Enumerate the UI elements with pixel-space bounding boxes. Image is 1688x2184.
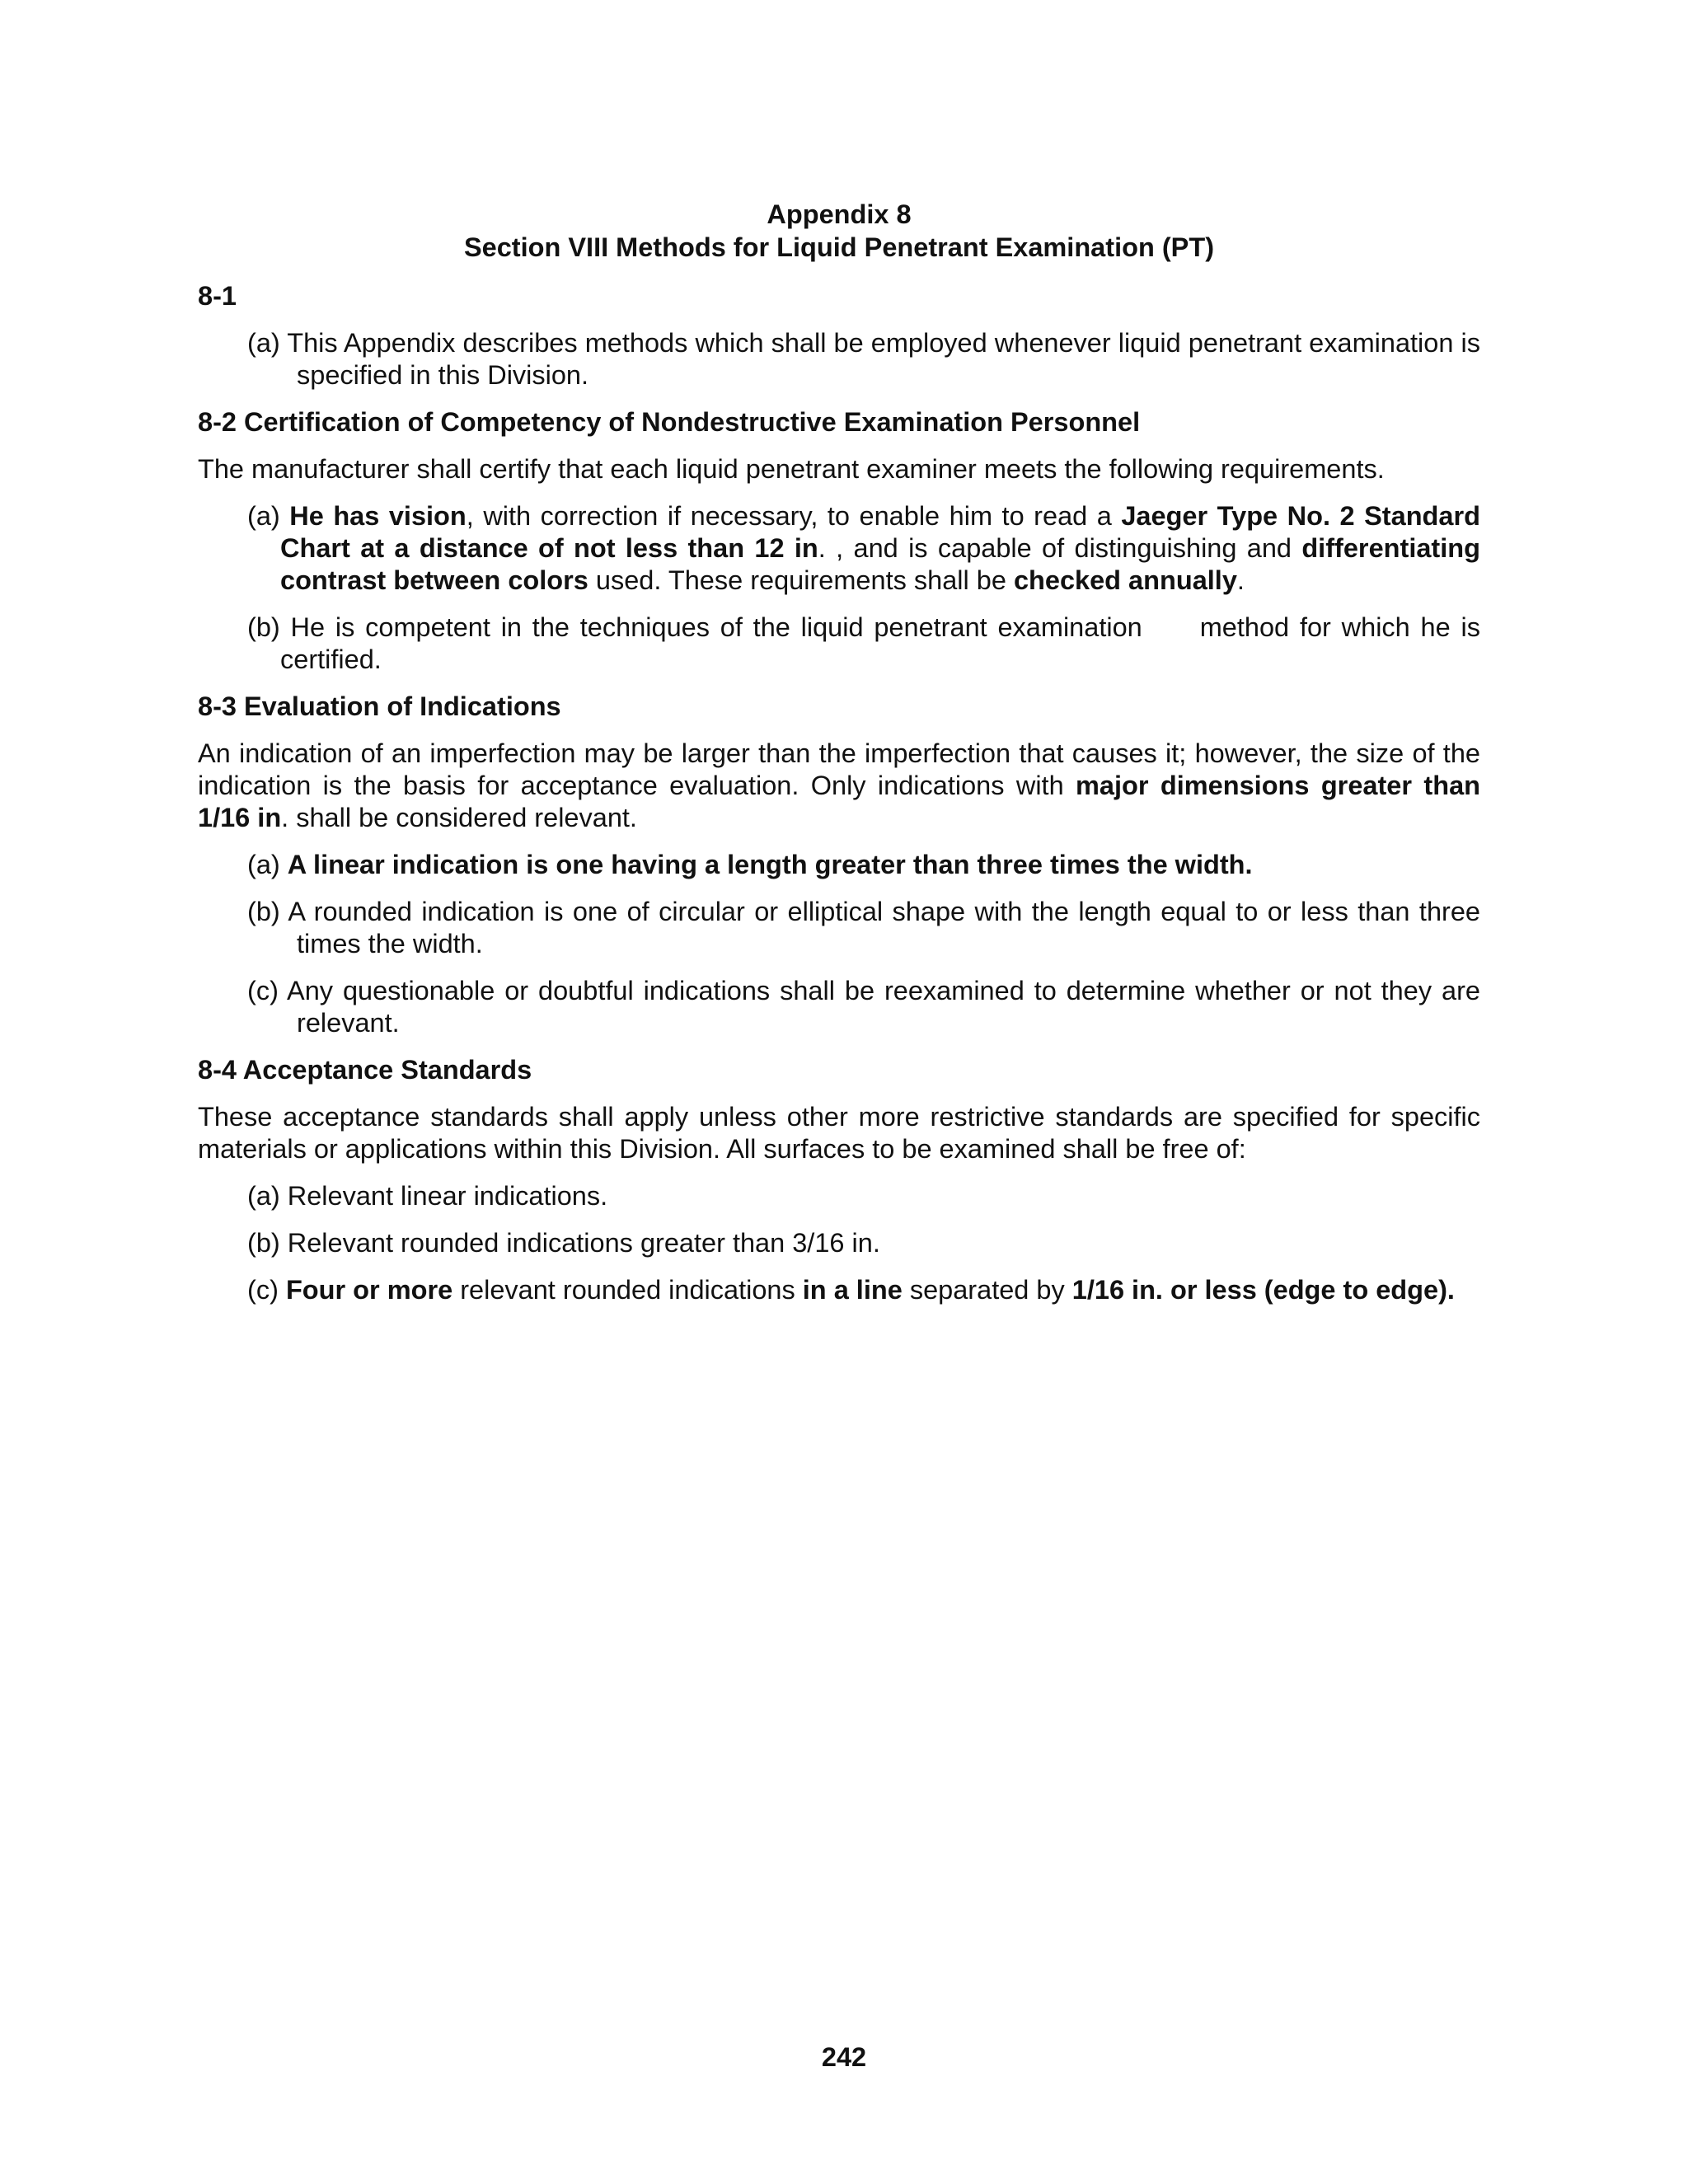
bold-text-run: major dimensions greater than 1/16 in: [198, 771, 1480, 832]
text-run: relevant rounded indications: [452, 1275, 803, 1305]
text-run: .: [1236, 565, 1245, 595]
section-title: Section VIII Methods for Liquid Penetrant Examination (PT): [463, 232, 1215, 262]
text-run: . shall be considered relevant.: [281, 803, 637, 832]
section-8-3-intro: [198, 738, 1480, 834]
text-run: (b) He is competent in the techniques of the liquid penetrant examination: [247, 612, 1142, 642]
section-8-3-item-b: (b) A rounded indication is one of circular or elliptical shape with the length equal to or less than three times the width.: [247, 897, 1480, 958]
section-8-4-item-c: [247, 1274, 1480, 1306]
section-8-2-intro: The manufacturer shall certify that each liquid penetrant examiner meets the following requirements.: [198, 454, 1385, 484]
text-run: , with correction if necessary, to enable him to read a: [466, 501, 1122, 531]
bold-text-run: in a line: [802, 1275, 903, 1305]
text-run: (a): [247, 501, 290, 531]
bold-text-run: differentiating contrast between colors: [280, 533, 1480, 595]
bold-text-run: A linear indication is one having a length greater than three times the width.: [287, 850, 1253, 879]
page-number: 242: [821, 2042, 867, 2072]
bold-text-run: Four or more: [285, 1275, 453, 1305]
section-8-1-heading: 8-1: [198, 281, 237, 311]
document-body: [198, 198, 1480, 1306]
section-8-2-item-b: [247, 612, 1480, 676]
text-run: used. These requirements shall be: [588, 565, 1014, 595]
section-8-4-intro: These acceptance standards shall apply unless other more restrictive standards are specified for specific materials or applications within this Division. All surfaces to be examined shall be free of:: [198, 1102, 1480, 1164]
text-run: separated by: [902, 1275, 1072, 1305]
section-8-4-heading: 8-4 Acceptance Standards: [198, 1055, 532, 1085]
section-8-4-item-a: (a) Relevant linear indications.: [247, 1181, 608, 1211]
section-8-2-heading: 8-2 Certification of Competency of Nondestructive Examination Personnel: [198, 407, 1141, 437]
section-8-3-heading: 8-3 Evaluation of Indications: [198, 691, 561, 721]
section-8-3-item-a: [247, 849, 1480, 881]
text-run: An indication of an imperfection may be larger than the imperfection that causes it; however, the size of the indication is the basis for acceptance evaluation. Only indications with: [198, 738, 1480, 800]
text-run: . , and is capable of distinguishing and: [818, 533, 1302, 563]
bold-text-run: Jaeger Type No. 2 Standard Chart at a distance of not less than 12 in: [280, 501, 1480, 563]
section-8-4-item-b: (b) Relevant rounded indications greater than 3/16 in.: [247, 1228, 880, 1258]
text-run: (c): [247, 1275, 286, 1305]
bold-text-run: checked annually: [1013, 565, 1237, 595]
section-8-2-item-a: [247, 500, 1480, 597]
bold-text-run: 1/16 in. or less (edge to edge).: [1071, 1275, 1455, 1305]
section-8-1-item-a: (a) This Appendix describes methods which shall be employed whenever liquid penetrant examination is specified in this Division.: [247, 328, 1480, 390]
bold-text-run: He has vision: [289, 501, 467, 531]
appendix-title: Appendix 8: [767, 199, 912, 229]
text-run: method for which he is certified.: [280, 612, 1480, 674]
text-run: (a): [247, 850, 288, 879]
section-8-3-item-c: (c) Any questionable or doubtful indications shall be reexamined to determine whether or not they are relevant.: [247, 976, 1480, 1038]
